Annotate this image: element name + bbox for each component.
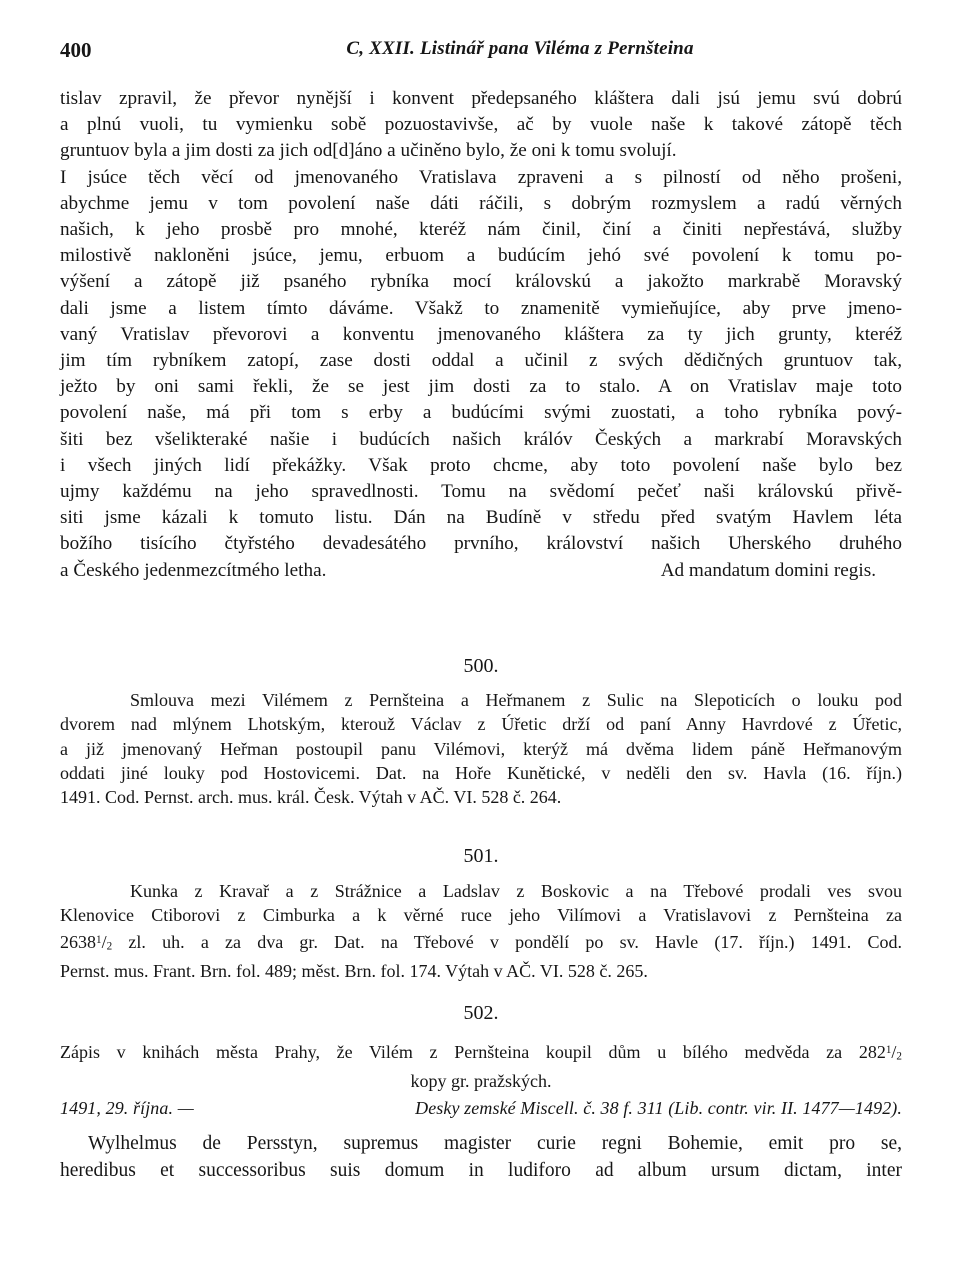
regest-line-rest: zl. uh. a za dva gr. Dat. na Třebové v pondělí po sv. Havle (17. říjn.) 1491. Cod.	[112, 931, 902, 952]
regest-line: kopy gr. pražských.	[410, 1070, 552, 1091]
regest-line: 2638$^1$/2 zl. uh. a za dva gr. Dat. na Třebové v pondělí po sv. Havle (17. říjn.) 1491. Cod.	[60, 931, 902, 953]
regest-line: Klenovice Ctiborovi z Cimburka a k věrné ruce jeho Vilímovi a Vratislavovi z Pernšteina za	[60, 905, 902, 926]
entry-number-500: 500.	[463, 655, 499, 677]
regest-line: Pernst. mus. Frant. Brn. fol. 489; měst. Brn. fol. 174. Výtah v AČ. VI. 528 č. 265.	[60, 960, 648, 981]
amount-text: 2638	[60, 931, 96, 952]
text-line-final	[60, 558, 902, 584]
text-line: milostivě nakloněni jsúce, jemu, erbuom a budúcím jehó své povolení k tomu po-	[60, 245, 902, 267]
regest-502	[60, 1038, 902, 1093]
text-line: dali jsme a listem tímto dáváme. Všakž to znamenitě vymieňujíce, aby prve jmeno-	[60, 297, 902, 319]
regest-line: dvorem nad mlýnem Lhotským, kterouž Václav z Úřetic drží od paní Anny Havrdové z Úřetic,	[60, 714, 902, 735]
text-line: gruntuov byla a jim dosti za jich od[d]áno a učiněno bylo, že oni k tomu svolují.	[60, 140, 677, 162]
regest-500	[60, 688, 902, 809]
latin-text	[60, 1130, 902, 1184]
text-line: siti jsme kázali k tomuto listu. Dán na Budíně v středu před svatým Havlem léta	[60, 507, 902, 529]
regest-line: 1491. Cod. Pernst. arch. mus. král. Česk. Výtah v AČ. VI. 528 č. 264.	[60, 787, 562, 808]
entry-number-501: 501.	[463, 845, 499, 867]
charter-text	[60, 86, 902, 584]
text-line: abychme jemu v tom povolení naše dáti ráčili, s dobrým rozmyslem a radú věrných	[60, 192, 902, 214]
text-line: našich, k jeho prosbě pro mnohé, kteréž nám činil, činí a činiti nepřestává, služby	[60, 219, 902, 241]
regest-line: Kunka z Kravař a z Strážnice a Ladslav z Boskovic a na Třebové prodali ves svou	[130, 881, 902, 901]
regest-line: oddati jiné louky pod Hostovicemi. Dat. na Hoře Kunětické, v neděli den sv. Havla (16. říjn.)	[60, 762, 902, 783]
text-line: šiti bez všelikteraké našie i budúcích našich králóv Českých a markrabí Moravských	[60, 428, 902, 450]
mandate-note: Ad mandatum domini regis.	[660, 559, 876, 581]
regest-501	[60, 879, 902, 983]
text-line: I jsúce těch věcí od jmenovaného Vratislava zpraveni a s pilností od něho prošeni,	[60, 166, 902, 188]
text-line: i všech jiných lidí překážky. Však proto chcme, aby toto povolení naše bylo bez	[60, 454, 902, 476]
text-line: heredibus et successoribus suis domum in ludiforo ad album ursum dictam, inter	[60, 1160, 902, 1181]
text-line: Wylhelmus de Persstyn, supremus magister curie regni Bohemie, emit pro se,	[88, 1133, 902, 1154]
fraction-numerator: 1	[96, 933, 102, 946]
running-head	[60, 38, 902, 68]
text-line: a plnú vuoli, tu vymienku sobě pozuostavivše, ač by vuole naše k takové zátopě těch	[60, 114, 902, 136]
source-reference: Desky zemské Miscell. č. 38 f. 311 (Lib. contr. vir. II. 1477—1492).	[415, 1098, 902, 1118]
entry-number-502: 502.	[463, 1002, 499, 1024]
text-line: jim tím rybníkem zatopí, zase dosti oddal a učinil z svých dědičných gruntuov tak,	[60, 350, 902, 372]
running-title: C, XXII. Listinář pana Viléma z Pernšteina	[346, 38, 694, 59]
text-line: povolení naše, má při tom s erby a budúcími svými zuostati, a toho rybníka pový-	[60, 402, 902, 424]
text-line: božího tisícího čtyřstého devadesátého prvního, království našich Uherského druhého	[60, 533, 902, 555]
source-citation	[60, 1098, 902, 1119]
fraction-denominator: 2	[896, 1050, 902, 1063]
regest-line: Smlouva mezi Vilémem z Pernšteina a Heřmanem z Sulic na Slepoticích o louku pod	[130, 690, 902, 710]
text-line: tislav zpravil, že převor nynější i konvent předepsaného kláštera dali jsú jemu svú dobrú	[60, 88, 902, 109]
regest-line: Zápis v knihách města Prahy, že Vilém z Pernšteina koupil dům u bílého medvěda za $282^1/2$	[60, 1042, 902, 1063]
text-line: ujmy každému na jeho spravedlnosti. Tomu na svědomí pečeť naši královskú přivě-	[60, 481, 902, 503]
page-number: 400	[60, 38, 92, 62]
text-line: vaný Vratislav převorovi a konventu jmenovaného kláštera za ty jich grunty, kteréž	[60, 323, 902, 345]
source-date: 1491, 29. října. —	[60, 1098, 194, 1118]
fraction-denominator: 2	[106, 940, 113, 953]
regest-line: a již jmenovaný Heřman postoupil panu Vilémovi, kterýž má dvěma lidem páně Heřmanovým	[60, 738, 902, 759]
fraction-numerator: 1	[885, 1044, 892, 1056]
regest-line-text: Zápis v knihách města Prahy, že Vilém z Pernšteina koupil dům u bílého medvěda za 282	[60, 1042, 886, 1063]
text-line: výšení a zátopě již psaného rybníka mocí královskú a jakožto markrabě Moravský	[60, 271, 902, 293]
text-line: ježto by oni sami řekli, že se jest jim dosti za to stalo. A on Vratislav maje toto	[60, 376, 902, 398]
closing-date-text: a Českého jedenmezcítmého letha.	[60, 559, 327, 581]
